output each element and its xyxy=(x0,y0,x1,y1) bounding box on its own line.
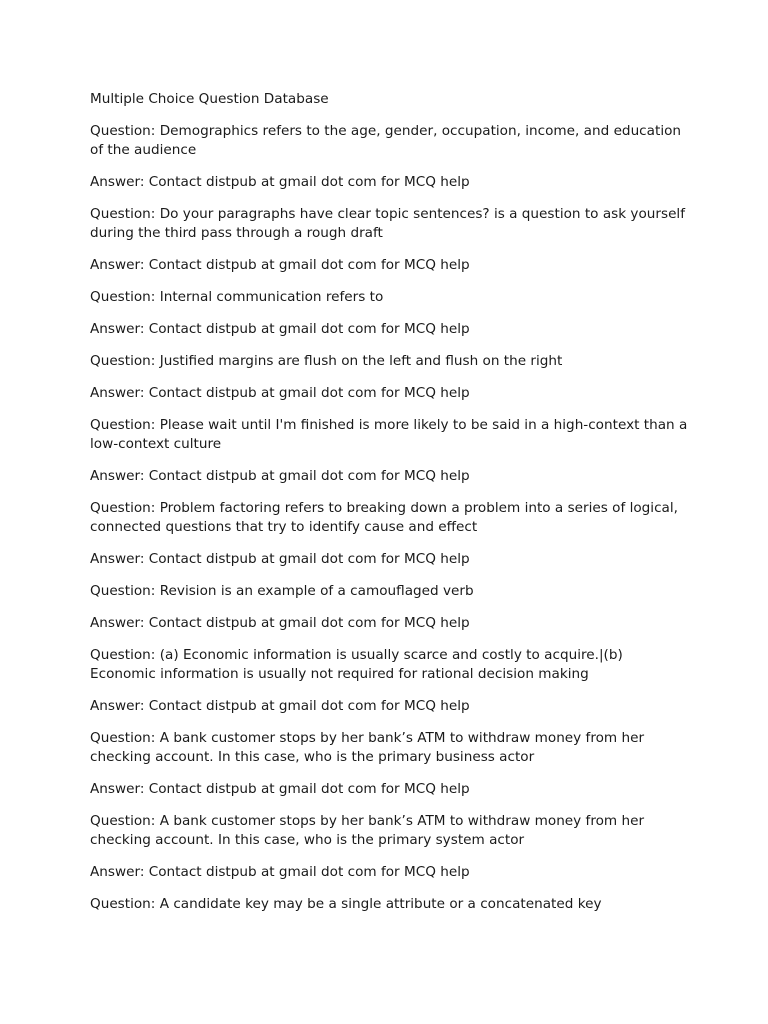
document-body xyxy=(90,90,690,927)
answer-paragraph: Answer: Contact distpub at gmail dot com for MCQ help xyxy=(90,385,470,401)
question-paragraph: Question: A candidate key may be a single attribute or a concatenated key xyxy=(90,896,602,912)
question-paragraph: Question: Demographics refers to the age, gender, occupation, income, and education of the audience xyxy=(90,123,682,158)
answer-paragraph: Answer: Contact distpub at gmail dot com for MCQ help xyxy=(90,698,470,714)
answer-paragraph: Answer: Contact distpub at gmail dot com for MCQ help xyxy=(90,615,470,631)
answer-paragraph: Answer: Contact distpub at gmail dot com for MCQ help xyxy=(90,781,470,797)
answer-paragraph: Answer: Contact distpub at gmail dot com for MCQ help xyxy=(90,257,470,273)
answer-paragraph: Answer: Contact distpub at gmail dot com for MCQ help xyxy=(90,551,470,567)
answer-paragraph: Answer: Contact distpub at gmail dot com for MCQ help xyxy=(90,321,470,337)
answer-paragraph: Answer: Contact distpub at gmail dot com for MCQ help xyxy=(90,174,470,190)
question-paragraph: Question: A bank customer stops by her bank’s ATM to withdraw money from her checking account. In this case, who is the primary business actor xyxy=(90,730,645,765)
question-paragraph: Question: Internal communication refers to xyxy=(90,289,384,305)
question-paragraph: Question: A bank customer stops by her bank’s ATM to withdraw money from her checking account. In this case, who is the primary system actor xyxy=(90,813,645,848)
document-title: Multiple Choice Question Database xyxy=(90,91,329,107)
answer-paragraph: Answer: Contact distpub at gmail dot com for MCQ help xyxy=(90,864,470,880)
question-paragraph: Question: Revision is an example of a camouflaged verb xyxy=(90,583,474,599)
question-paragraph: Question: Justified margins are flush on the left and flush on the right xyxy=(90,353,563,369)
question-paragraph: Question: Do your paragraphs have clear topic sentences? is a question to ask yourself during the third pass through a rough draft xyxy=(90,206,685,241)
answer-paragraph: Answer: Contact distpub at gmail dot com for MCQ help xyxy=(90,468,470,484)
question-paragraph: Question: Problem factoring refers to breaking down a problem into a series of logical, connected questions that try to identify cause and effect xyxy=(90,500,678,535)
question-paragraph: Question: Please wait until I'm finished is more likely to be said in a high-context than a low-context culture xyxy=(90,417,688,452)
question-paragraph: Question: (a) Economic information is usually scarce and costly to acquire.|(b) Economic information is usually not required for rational decision making xyxy=(90,647,623,682)
